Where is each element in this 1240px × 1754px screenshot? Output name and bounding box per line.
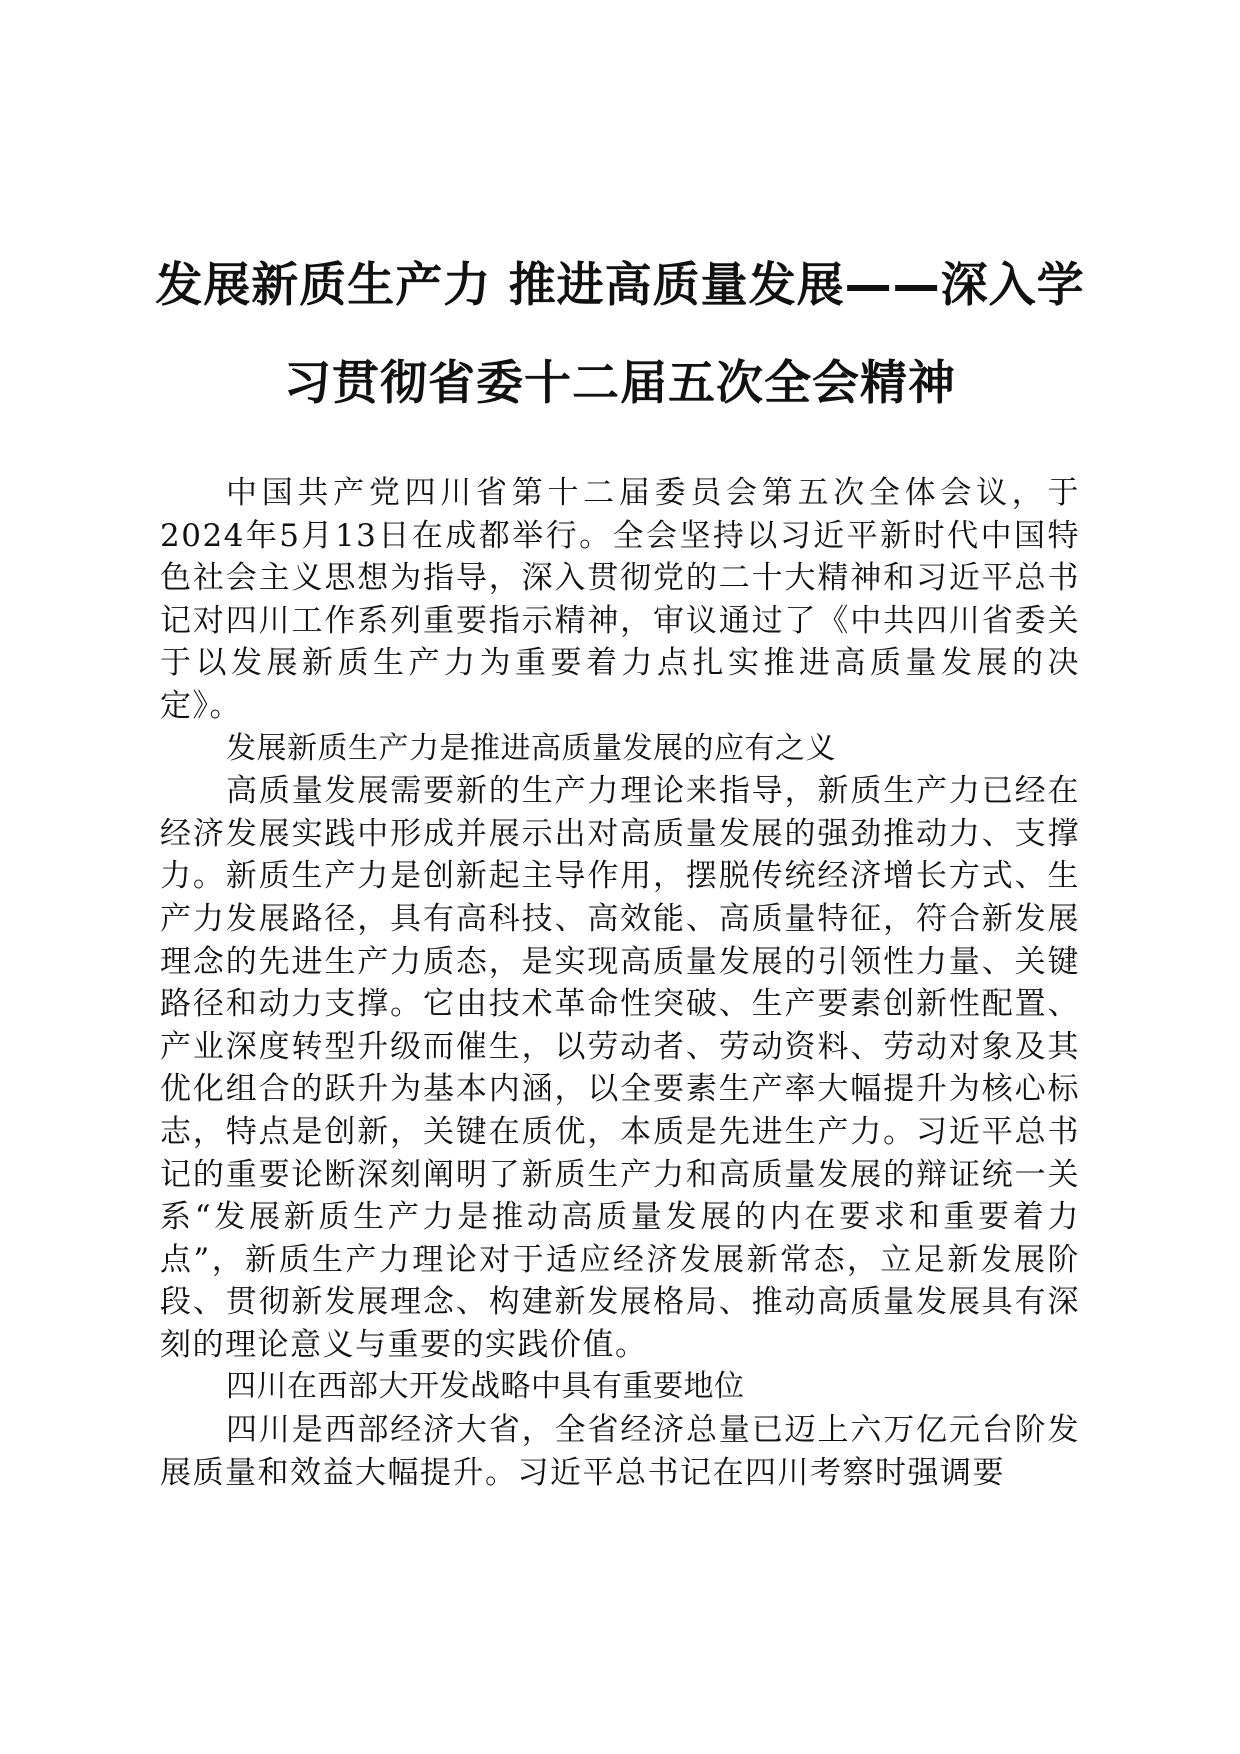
document-body: [160, 472, 1080, 1494]
section-heading-1: 发展新质生产力是推进高质量发展的应有之义: [226, 730, 836, 766]
section-2-paragraph: 四川是西部经济大省，全省经济总量已迈上六万亿元台阶发展质量和效益大幅提升。习近平总书记在四川考察时强调要: [160, 1412, 1080, 1491]
document-title-line-1: 发展新质生产力 推进高质量发展——深入学: [155, 258, 1085, 313]
section-heading-2: 四川在西部大开发战略中具有重要地位: [226, 1369, 745, 1405]
intro-paragraph: 中国共产党四川省第十二届委员会第五次全体会议，于2024年5月13日在成都举行。全会坚持以习近平新时代中国特色社会主义思想为指导，深入贯彻党的二十大精神和习近平总书记对四川工作系列重要指示精神，审议通过了《中共四川省委关于以发展新质生产力为重要着力点扎实推进高质量发展的决定》。: [160, 475, 1080, 724]
section-1-paragraph: 高质量发展需要新的生产力理论来指导，新质生产力已经在经济发展实践中形成并展示出对高质量发展的强劲推动力、支撑力。新质生产力是创新起主导作用，摆脱传统经济增长方式、生产力发展路径，具有高科技、高效能、高质量特征，符合新发展理念的先进生产力质态，是实现高质量发展的引领性力量、关键路径和动力支撑。它由技术革命性突破、生产要素创新性配置、产业深度转型升级而催生，以劳动者、劳动资料、劳动对象及其优化组合的跃升为基本内涵，以全要素生产率大幅提升为核心标志，特点是创新，关键在质优，本质是先进生产力。习近平总书记的重要论断深刻阐明了新质生产力和高质量发展的辩证统一关系“发展新质生产力是推动高质量发展的内在要求和重要着力点”，新质生产力理论对于适应经济发展新常态，立足新发展阶段、贯彻新发展理念、构建新发展格局、推动高质量发展具有深刻的理论意义与重要的实践价值。: [160, 773, 1080, 1363]
document-title-line-2: 习贯彻省委十二届五次全会精神: [284, 356, 956, 411]
